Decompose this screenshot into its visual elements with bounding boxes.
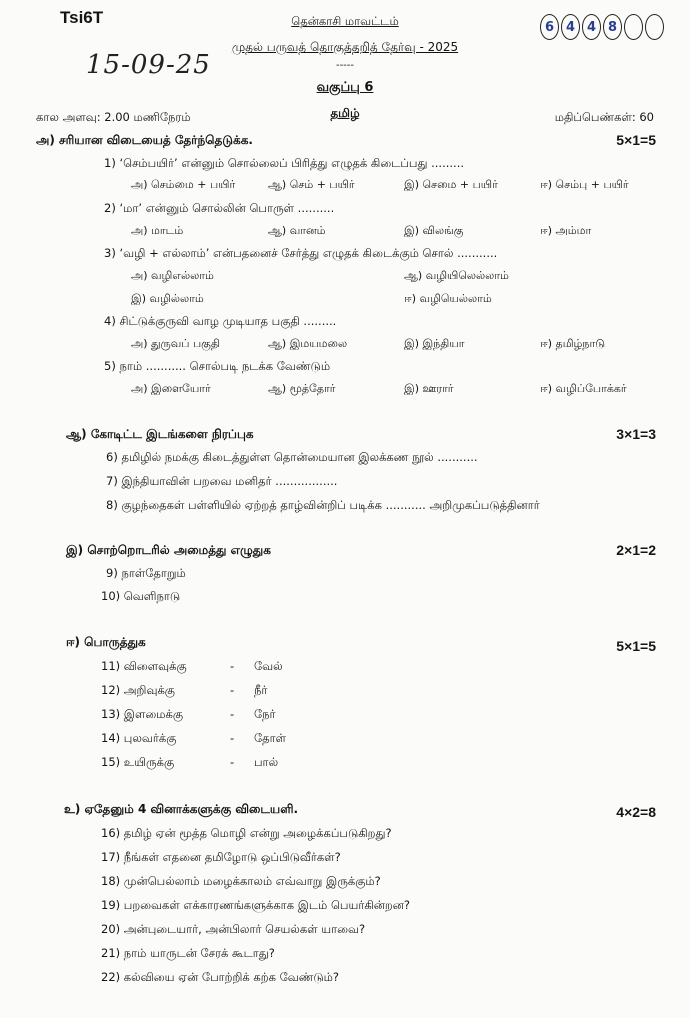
sentence-word: 10) வெளிநாடு (101, 589, 181, 603)
option: ஆ) மூத்தோர் (268, 382, 336, 395)
short-question: 17) நீங்கள் எதனை தமிழோடு ஒப்பிடுவீர்கள்? (101, 850, 341, 864)
match-right: பால் (254, 755, 279, 769)
option: அ) வழிஎல்லாம் (131, 269, 214, 282)
match-dash: - (230, 659, 235, 673)
section-ee-marks: 5×1=5 (616, 638, 656, 654)
option: அ) துருவப் பகுதி (131, 337, 220, 350)
total-marks: மதிப்பெண்கள்: 60 (554, 110, 654, 124)
match-left: 12) அறிவுக்கு (101, 683, 175, 697)
question-5: 5) நாம் ........... சொல்படி நடக்க வேண்டும் (104, 359, 331, 373)
match-left: 15) உயிருக்கு (101, 755, 175, 769)
roll-digit: 4 (561, 14, 580, 40)
short-question: 16) தமிழ் ஏன் மூத்த மொழி என்று அழைக்கப்படுகிறது? (101, 826, 392, 840)
divider-dashes: ----- (335, 60, 355, 71)
match-left: 14) புலவர்க்கு (101, 731, 177, 745)
option: அ) மாடம் (131, 224, 184, 237)
roll-digit: 8 (603, 14, 622, 40)
option: ஆ) வழியிலெல்லாம் (404, 269, 509, 282)
match-dash: - (230, 707, 235, 721)
short-question: 22) கல்வியை ஏன் போற்றிக் கற்க வேண்டும்? (101, 970, 340, 984)
fill-question: 8) குழந்தைகள் பள்ளியில் ஏற்றத் தாழ்வின்றிப் படிக்க ........... அறிமுகப்படுத்தினார் (106, 498, 540, 512)
fill-question: 6) தமிழில் நமக்கு கிடைத்துள்ள தொன்மையான இலக்கண நூல் ........... (106, 450, 478, 464)
exam-title: முதல் பருவத் தொகுத்தறித் தேர்வு - 2025 (231, 40, 459, 54)
option: ஆ) வானம் (268, 224, 326, 237)
fill-question: 7) இந்தியாவின் பறவை மனிதர் ................. (106, 474, 338, 488)
option: ஆ) செம் + பயிர் (268, 178, 355, 191)
sentence-word: 9) நாள்தோறும் (106, 566, 186, 580)
section-u-marks: 4×2=8 (616, 804, 656, 820)
option: ஈ) அம்மா (540, 224, 592, 237)
section-aa-marks: 3×1=3 (616, 426, 656, 442)
grade-title: வகுப்பு 6 (316, 80, 374, 95)
question-1: 1) ‘செம்பயிர்’ என்னும் சொல்லைப் பிரித்து எழுதக் கிடைப்பது ......... (104, 156, 465, 170)
short-question: 19) பறவைகள் எக்காரணங்களுக்காக இடம் பெயர்கின்றன? (101, 898, 410, 912)
section-u-title: உ) ஏதேனும் 4 வினாக்களுக்கு விடையளி. (64, 802, 299, 816)
short-question: 18) முன்பெல்லாம் மழைக்காலம் எவ்வாறு இருக்கும்? (101, 874, 381, 888)
roll-digit: 6 (540, 14, 559, 40)
roll-digit (645, 14, 664, 40)
subject-title: தமிழ் (330, 106, 360, 120)
district-title: தென்காசி மாவட்டம் (291, 14, 399, 28)
short-question: 21) நாம் யாருடன் சேரக் கூடாது? (101, 946, 275, 960)
question-3: 3) ‘வழி + எல்லாம்’ என்பதனைச் சேர்த்து எழுதக் கிடைக்கும் சொல் ........... (104, 246, 498, 260)
section-ee-title: ஈ) பொருத்துக (66, 635, 146, 649)
paper-code: Tsi6T (60, 8, 104, 27)
match-dash: - (230, 755, 235, 769)
section-i-title: இ) சொற்றொடரில் அமைத்து எழுதுக (66, 543, 271, 557)
roll-digit (624, 14, 643, 40)
option: இ) இந்தியா (404, 337, 465, 350)
option: அ) செம்மை + பயிர் (131, 178, 236, 191)
section-aa-title: ஆ) கோடிட்ட இடங்களை நிரப்புக (66, 427, 254, 441)
match-right: நீர் (254, 683, 268, 697)
question-2: 2) ‘மா’ என்னும் சொல்லின் பொருள் .......... (104, 201, 335, 215)
handwritten-date: 15-09-25 (86, 50, 211, 80)
roll-digit: 4 (582, 14, 601, 40)
match-dash: - (230, 683, 235, 697)
match-right: தோள் (254, 731, 287, 745)
option: இ) செமை + பயிர் (404, 178, 498, 191)
option: ஈ) வழியெல்லாம் (404, 292, 492, 305)
section-a-title: அ) சரியான விடையைத் தேர்ந்தெடுக்க. (36, 133, 253, 147)
time-duration: கால அளவு: 2.00 மணிநேரம் (36, 110, 191, 124)
section-i-marks: 2×1=2 (616, 542, 656, 558)
option: ஆ) இமயமலை (268, 337, 348, 350)
option: இ) விலங்கு (404, 224, 464, 237)
match-left: 11) விளைவுக்கு (101, 659, 187, 673)
match-right: வேல் (254, 659, 283, 673)
option: இ) ஊரார் (404, 382, 454, 395)
question-4: 4) சிட்டுக்குருவி வாழ முடியாத பகுதி ......... (104, 314, 337, 328)
option: ஈ) செம்பு + பயிர் (540, 178, 629, 191)
option: ஈ) தமிழ்நாடு (540, 337, 606, 350)
match-dash: - (230, 731, 235, 745)
option: ஈ) வழிப்போக்கர் (540, 382, 627, 395)
match-left: 13) இளமைக்கு (101, 707, 183, 721)
option: இ) வழில்லாம் (131, 292, 204, 305)
option: அ) இளையோர் (131, 382, 211, 395)
section-a-marks: 5×1=5 (616, 132, 656, 148)
match-right: நேர் (254, 707, 276, 721)
short-question: 20) அன்புடையார், அன்பிலார் செயல்கள் யாவை? (101, 922, 366, 936)
roll-number-boxes (540, 14, 666, 40)
